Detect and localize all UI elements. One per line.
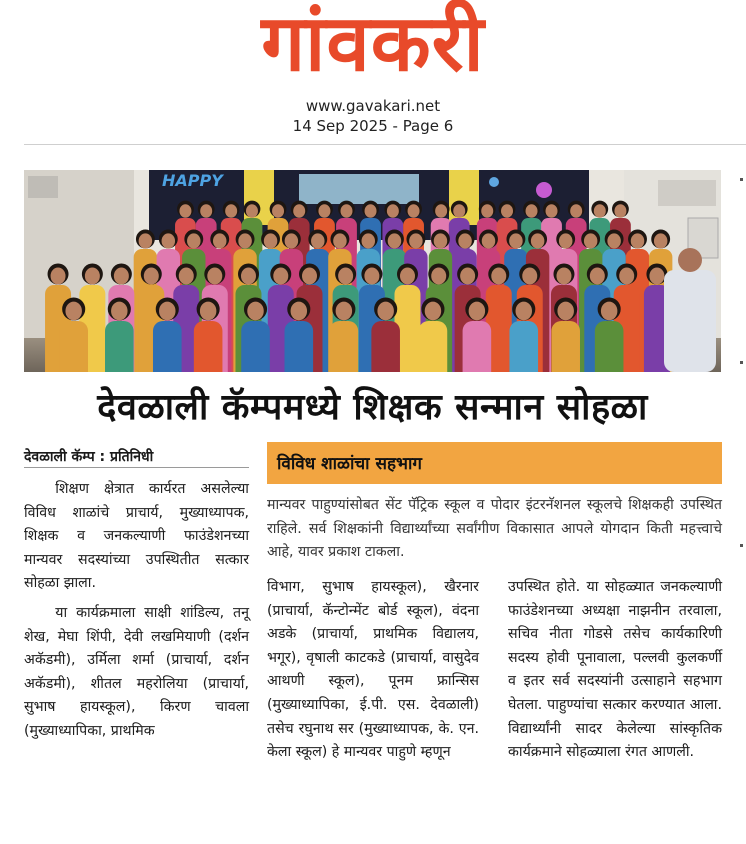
person-face (594, 204, 606, 218)
standing-man-face (678, 248, 702, 272)
person-face (273, 268, 288, 285)
person-face (291, 302, 308, 321)
person-face (318, 204, 330, 218)
person-face (377, 302, 394, 321)
person-face (557, 302, 574, 321)
person-face (159, 302, 176, 321)
dateline: देवळाली कॅम्प : प्रतिनिधी (24, 449, 154, 465)
standing-man (664, 270, 716, 372)
person-face (526, 204, 538, 218)
person-body (509, 321, 538, 372)
person-face (425, 302, 442, 321)
person-body (194, 321, 223, 372)
page-edge-marks (740, 170, 746, 844)
masthead (0, 0, 746, 145)
person-face (238, 233, 252, 248)
person-face (516, 302, 533, 321)
person-face (333, 233, 347, 248)
person-face (285, 233, 299, 248)
person-body (463, 321, 492, 372)
person-face (460, 268, 475, 285)
person-body (105, 321, 134, 372)
dateline-rule (24, 467, 249, 468)
person-face (409, 233, 423, 248)
person-face (207, 268, 222, 285)
person-face (607, 233, 621, 248)
person-face (264, 233, 278, 248)
paragraph: उपस्थित होते. या सोहळ्यात जनकल्याणी फाउंडेशनच्या अध्यक्षा नाझनीन तरवाला, सचिव नीता गोडसे तसेच कार्यकारिणी सदस्य होवी पूनावाला, पल्लवी कुलकर्णी व इतर सर्व सदस्यांनी उत्साहाने सहभाग घेतला. पाहुण्यांचा सत्कार करण्यात आला. विद्यार्थ्यांनी सादर केलेल्या सांस्कृतिक कार्यक्रमाने सोहळ्याला रंगत आणली. (508, 579, 722, 761)
person-face (162, 233, 176, 248)
person-face (213, 233, 227, 248)
person-face (225, 204, 237, 218)
person-face (546, 204, 558, 218)
person-face (338, 268, 353, 285)
person-face (65, 302, 82, 321)
person-face (614, 204, 626, 218)
person-face (364, 268, 379, 285)
article-column-2 (267, 576, 479, 765)
person-face (241, 268, 256, 285)
person-body (419, 321, 448, 372)
person-face (111, 302, 128, 321)
person-face (435, 204, 447, 218)
person-body (153, 321, 182, 372)
person-face (531, 233, 545, 248)
person-face (144, 268, 159, 285)
person-body (330, 321, 359, 372)
person-face (51, 268, 66, 285)
person-body (551, 321, 580, 372)
person-face (453, 204, 465, 218)
person-face (365, 204, 377, 218)
person-face (340, 204, 352, 218)
person-face (246, 204, 258, 218)
newspaper-title: गांवकरी (261, 0, 485, 89)
person-face (584, 233, 598, 248)
person-face (179, 204, 191, 218)
person-body (595, 321, 624, 372)
paragraph: या कार्यक्रमाला साक्षी शांडिल्य, तनू शेख, मेघा शिंपी, देवी लखमियाणी (दर्शन अकॅडमी), उर्मिला शर्मा (प्राचार्या, दर्शन अकॅडमी), शीतल महरोलिया (प्राचार्या, सुभाष हायस्कूल), किरण चावला (मुख्याध्यापिका, प्राथमिक (24, 604, 249, 739)
person-body (371, 321, 400, 372)
headline: देवळाली कॅम्पमध्ये शिक्षक सन्मान सोहळा (97, 387, 648, 428)
person-face (491, 268, 506, 285)
person-face (362, 233, 376, 248)
banner-text: HAPPY (162, 171, 223, 190)
date-page: 14 Sep 2025 - Page 6 (292, 117, 454, 135)
person-face (458, 233, 472, 248)
person-body (59, 321, 88, 372)
person-face (247, 302, 263, 321)
person-face (654, 233, 668, 248)
person-face (139, 233, 153, 248)
person-face (619, 268, 634, 285)
person-face (481, 204, 493, 218)
person-face (631, 233, 645, 248)
person-face (469, 302, 486, 321)
person-face (272, 204, 284, 218)
person-face (556, 268, 571, 285)
person-face (601, 302, 618, 321)
paragraph: विभाग, सुभाष हायस्कूल), खैरनार (प्राचार्या, कॅन्टोन्मेंट बोर्ड स्कूल), वंदना अडके (प्राचार्या, प्राथमिक विद्यालय, भगूर), वृषाली काटकडे (प्राचार्या, वासुदेव आथणी स्कूल), पूनम फ्रान्सिस (मुख्याध्यापिका, ई.पी. एस. देवळाली) तसेच रघुनाथ सर (मुख्याध्यापक, के. एन. केला स्कूल) हे मान्यवर पाहुणे म्हणून (267, 579, 479, 761)
person-face (388, 233, 402, 248)
subheading-box (267, 442, 722, 484)
person-face (387, 204, 399, 218)
person-face (400, 268, 415, 285)
person-body (285, 321, 314, 372)
person-face (200, 302, 217, 321)
person-face (336, 302, 353, 321)
person-face (509, 233, 523, 248)
person-face (408, 204, 420, 218)
person-face (200, 204, 212, 218)
person-face (85, 268, 100, 285)
person-face (179, 268, 194, 285)
person-face (559, 233, 573, 248)
person-face (293, 204, 305, 218)
group-photo-illustration (24, 170, 721, 372)
person-face (431, 268, 446, 285)
group-photo (24, 170, 721, 372)
paragraph: शिक्षण क्षेत्रात कार्यरत असलेल्या विविध शाळांचे प्राचार्य, मुख्याध्यापक, शिक्षक व जनकल्याणी फाउंडेशनच्या मान्यवर सदस्यांच्या उपस्थितीत सत्कार सोहळा झाला. (24, 481, 249, 592)
person-face (501, 204, 513, 218)
person-face (649, 268, 664, 285)
person-face (590, 268, 605, 285)
person-face (522, 268, 537, 285)
website-url[interactable]: www.gavakari.net (305, 97, 441, 115)
person-face (302, 268, 317, 285)
person-face (482, 233, 496, 248)
person-face (434, 233, 448, 248)
person-body (241, 321, 270, 372)
person-face (570, 204, 582, 218)
person-face (187, 233, 201, 248)
lead-paragraph: मान्यवर पाहुण्यांसोबत सेंट पॅट्रिक स्कूल व पोदार इंटरनॅशनल स्कूलचे शिक्षकही उपस्थित राहिले. सर्व शिक्षकांनी विद्यार्थ्यांच्या सर्वांगीण विकासात आपले योगदान किती महत्त्वाचे आहे, यावर प्रकाश टाकला. (267, 497, 722, 561)
person-face (114, 268, 129, 285)
subheading: विविध शाळांचा सहभाग (277, 454, 422, 474)
article-column-1 (24, 478, 249, 744)
article-column-3 (508, 576, 722, 765)
masthead-divider (24, 144, 746, 145)
person-face (311, 233, 325, 248)
